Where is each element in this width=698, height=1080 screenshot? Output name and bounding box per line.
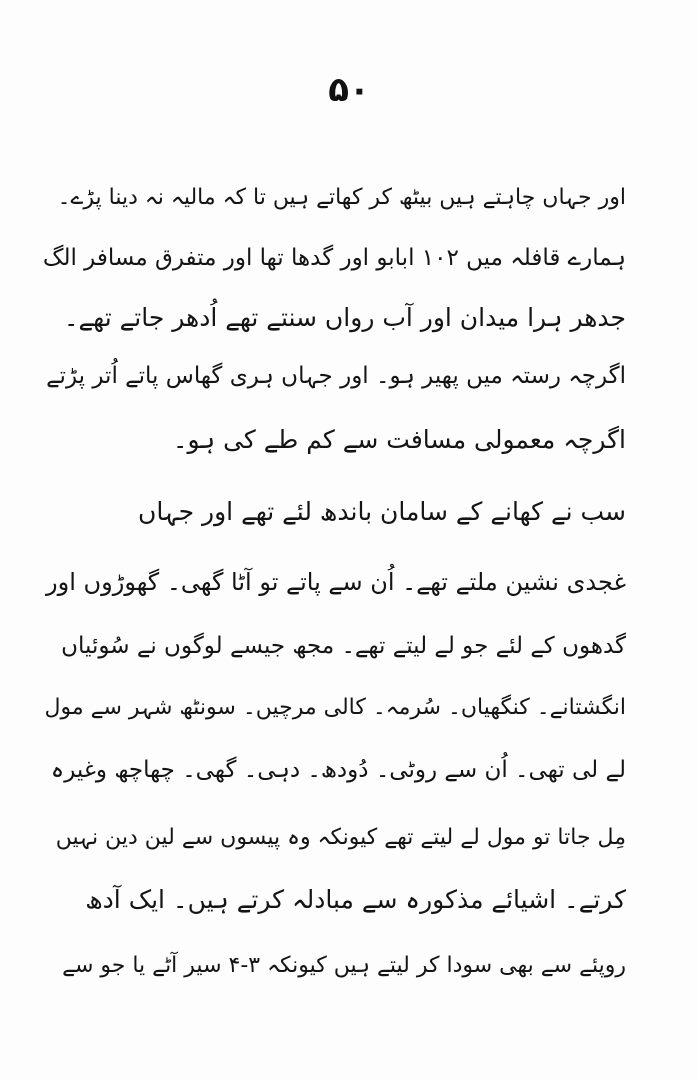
text-line: گدھوں کے لئے جو لے لیتے تھے۔ مجھ جیسے لوگوں نے سُوئیاں xyxy=(61,633,626,659)
text-line: جدھر ہرا میدان اور آب رواں سنتے تھے اُدھر جاتے تھے۔ xyxy=(63,303,626,332)
page-number: ۵۰ xyxy=(328,70,370,110)
text-line: اگرچہ رستہ میں پھیر ہو۔ اور جہاں ہری گھاس پاتے اُتر پڑتے xyxy=(46,363,626,389)
text-line: مِل جاتا تو مول لے لیتے تھے کیونکہ وہ پیسوں سے لین دین نہیں xyxy=(55,825,626,850)
text-line: اور جہاں چاہتے ہیں بیٹھ کر کھاتے ہیں تا کہ مالیہ نہ دینا پڑے۔ xyxy=(57,185,626,210)
text-line: سب نے کھانے کے سامان باندھ لئے تھے اور جہاں xyxy=(138,497,626,526)
text-line: کرتے۔ اشیائے مذکورہ سے مبادلہ کرتے ہیں۔ ایک آدھ xyxy=(85,885,626,914)
text-line: لے لی تھی۔ اُن سے روٹی۔ دُودھ۔ دہی۔ گھی۔ چھاچھ وغیرہ xyxy=(50,757,626,783)
text-line: غجدی نشین ملتے تھے۔ اُن سے پاتے تو آٹا گھی۔ گھوڑوں اور xyxy=(46,568,626,596)
text-line: اگرچہ معمولی مسافت سے کم طے کی ہو۔ xyxy=(172,425,626,454)
text-line: روپئے سے بھی سودا کر لیتے ہیں کیونکہ ۳-۴ سیر آٹے یا جو سے xyxy=(62,953,626,978)
text-line: انگشتانے۔ کنگھیاں۔ سُرمہ۔ کالی مرچیں۔ سونٹھ شہر سے مول xyxy=(44,695,626,720)
text-line: ہمارے قافلہ میں ۱۰۲ ابابو اور گدھا تھا اور متفرق مسافر الگ xyxy=(42,245,626,271)
